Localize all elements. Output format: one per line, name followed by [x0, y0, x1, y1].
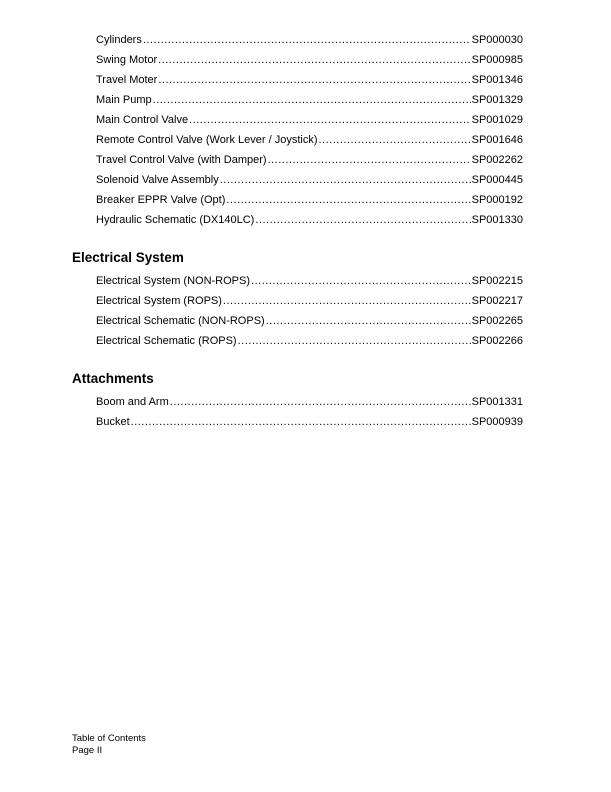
toc-entry-code: SP000192: [471, 194, 523, 206]
dot-leader: [251, 271, 471, 291]
dot-leader: [158, 70, 470, 90]
toc-entry-code: SP002265: [471, 315, 523, 327]
toc-entry-code: SP001346: [471, 74, 523, 86]
toc-entry-title: Electrical System (NON-ROPS): [96, 275, 251, 287]
dot-leader: [189, 110, 470, 130]
toc-entry-title: Main Pump: [96, 94, 152, 106]
toc-electrical-list: [96, 271, 523, 351]
toc-entry-title: Bucket: [96, 416, 130, 428]
dot-leader: [143, 30, 471, 50]
toc-entry-title: Boom and Arm: [96, 396, 169, 408]
dot-leader: [220, 170, 471, 190]
toc-entry-code: SP000445: [471, 174, 523, 186]
toc-entry-boom-and-arm[interactable]: [96, 392, 523, 412]
footer-section-label: Table of Contents: [72, 733, 146, 744]
toc-entry-code: SP000030: [471, 34, 523, 46]
toc-entry-title: Swing Motor: [96, 54, 158, 66]
page-footer: [72, 733, 146, 757]
dot-leader: [268, 150, 471, 170]
toc-entry-title: Main Control Valve: [96, 114, 189, 126]
toc-attachments-list: [96, 392, 523, 432]
section-heading-electrical: Electrical System: [72, 250, 184, 265]
toc-entry-electrical-system-non-rops[interactable]: [96, 271, 523, 291]
dot-leader: [266, 311, 471, 331]
dot-leader: [226, 190, 470, 210]
toc-hydraulics-list: [96, 30, 523, 230]
dot-leader: [319, 130, 471, 150]
toc-entry-title: Electrical System (ROPS): [96, 295, 222, 307]
toc-entry-electrical-schematic-non-rops[interactable]: [96, 311, 523, 331]
dot-leader: [238, 331, 471, 351]
toc-entry-code: SP001646: [471, 134, 523, 146]
toc-entry-cylinders[interactable]: [96, 30, 523, 50]
section-heading-attachments: Attachments: [72, 371, 154, 386]
toc-entry-travel-moter[interactable]: [96, 70, 523, 90]
toc-entry-code: SP001331: [471, 396, 523, 408]
toc-entry-title: Remote Control Valve (Work Lever / Joystick): [96, 134, 318, 146]
toc-entry-code: SP000939: [471, 416, 523, 428]
toc-entry-code: SP001029: [471, 114, 523, 126]
toc-entry-travel-control-valve[interactable]: [96, 150, 523, 170]
toc-entry-title: Electrical Schematic (NON-ROPS): [96, 315, 265, 327]
toc-entry-breaker-eppr-valve[interactable]: [96, 190, 523, 210]
toc-entry-title: Travel Moter: [96, 74, 158, 86]
footer-page-number: Page II: [72, 745, 103, 756]
toc-entry-title: Cylinders: [96, 34, 142, 46]
toc-entry-code: SP000985: [471, 54, 523, 66]
toc-entry-title: Breaker EPPR Valve (Opt): [96, 194, 226, 206]
toc-entry-title: Travel Control Valve (with Damper): [96, 154, 267, 166]
toc-entry-hydraulic-schematic[interactable]: [96, 210, 523, 230]
toc-entry-swing-motor[interactable]: [96, 50, 523, 70]
toc-entry-code: SP001329: [471, 94, 523, 106]
toc-entry-code: SP002266: [471, 335, 523, 347]
toc-entry-code: SP002217: [471, 295, 523, 307]
toc-entry-remote-control-valve[interactable]: [96, 130, 523, 150]
toc-entry-title: Hydraulic Schematic (DX140LC): [96, 214, 255, 226]
toc-entry-main-pump[interactable]: [96, 90, 523, 110]
toc-entry-code: SP002215: [471, 275, 523, 287]
toc-entry-title: Electrical Schematic (ROPS): [96, 335, 237, 347]
toc-entry-main-control-valve[interactable]: [96, 110, 523, 130]
toc-entry-electrical-schematic-rops[interactable]: [96, 331, 523, 351]
dot-leader: [170, 392, 471, 412]
dot-leader: [153, 90, 471, 110]
toc-entry-solenoid-valve-assembly[interactable]: [96, 170, 523, 190]
toc-entry-electrical-system-rops[interactable]: [96, 291, 523, 311]
dot-leader: [131, 412, 471, 432]
toc-entry-title: Solenoid Valve Assembly: [96, 174, 219, 186]
toc-entry-bucket[interactable]: [96, 412, 523, 432]
toc-entry-code: SP001330: [471, 214, 523, 226]
toc-entry-code: SP002262: [471, 154, 523, 166]
dot-leader: [158, 50, 470, 70]
dot-leader: [223, 291, 471, 311]
dot-leader: [255, 210, 470, 230]
